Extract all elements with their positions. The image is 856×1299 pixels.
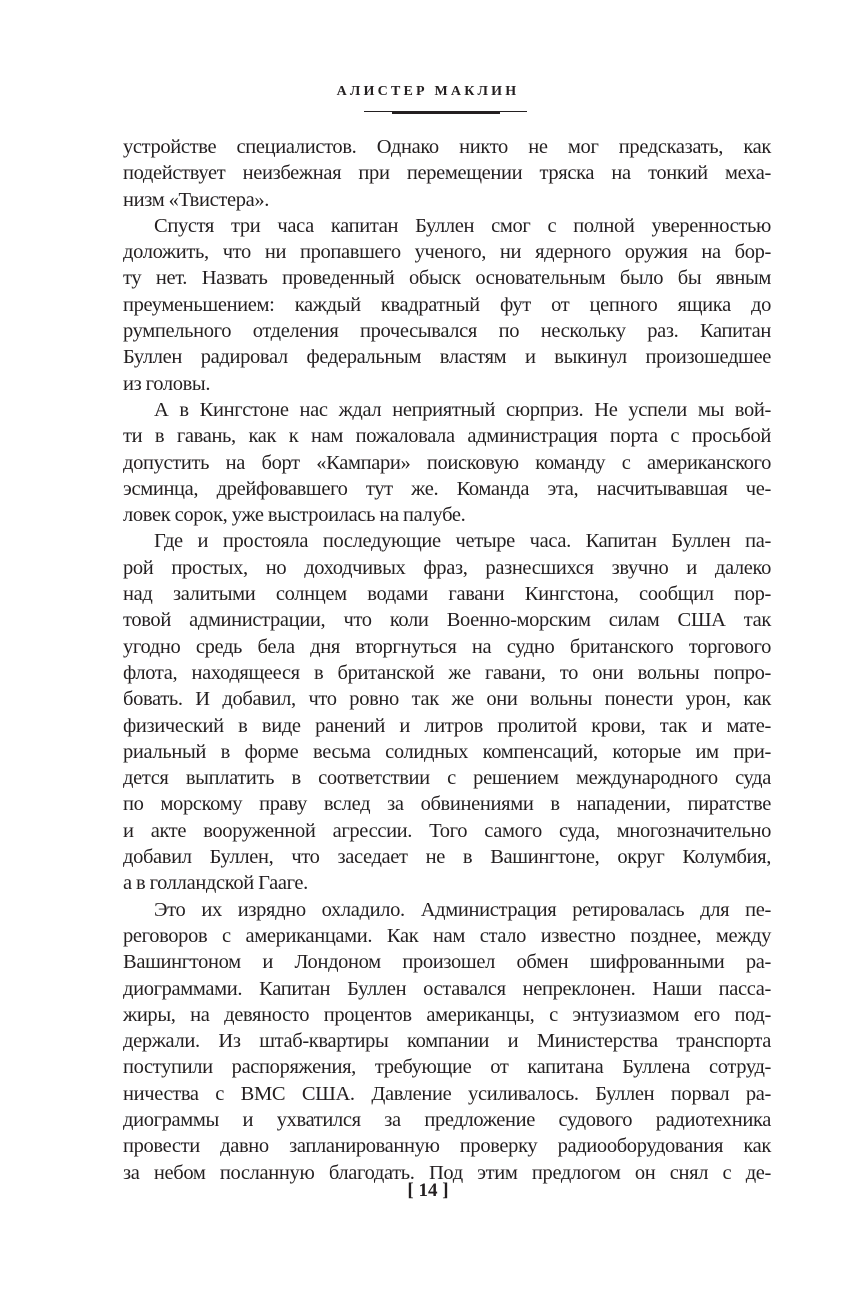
text-line: из головы. (123, 372, 211, 395)
text-line: риальный в форме весьма солидных компенсаций, которые им при- (123, 740, 771, 763)
paragraph (123, 897, 771, 1186)
text-line: угодно средь бела дня вторгнуться на судно британского торгового (123, 635, 771, 658)
text-line: Спустя три часа капитан Буллен смог с полной уверенностью (154, 214, 771, 237)
paragraph (123, 528, 771, 896)
text-line: провести давно запланированную проверку радиооборудования как (123, 1135, 771, 1158)
text-line: низм «Твистера». (123, 188, 270, 211)
text-line: физический в виде ранений и литров пролитой крови, так и мате- (123, 714, 771, 737)
text-line: жиры, на девяносто процентов американцы, с энтузиазмом его под- (123, 1003, 771, 1026)
paragraph (123, 397, 771, 528)
text-line: добавил Буллен, что заседает не в Вашингтоне, округ Колумбия, (123, 846, 771, 869)
text-line: ту нет. Назвать проведенный обыск основательным было бы явным (123, 267, 771, 290)
text-line: и акте вооруженной агрессии. Того самого суда, многозначительно (123, 819, 771, 842)
text-line: а в голландской Гааге. (123, 872, 308, 895)
text-line: рой простых, но доходчивых фраз, разнесшихся звучно и далеко (123, 556, 771, 579)
text-line: дется выплатить в соответствии с решением международного суда (123, 767, 771, 790)
text-line: румпельного отделения прочесывался по нескольку раз. Капитан (123, 320, 771, 343)
text-line: за небом посланную благодать. Под этим предлогом он снял с де- (123, 1161, 771, 1184)
text-line: флота, находящееся в британской же гавани, то они вольны попро- (123, 661, 771, 684)
body-text (123, 134, 771, 1186)
running-header: АЛИСТЕР МАКЛИН (336, 84, 520, 99)
text-line: устройстве специалистов. Однако никто не мог предсказать, как (123, 136, 771, 158)
text-line: реговоров с американцами. Как нам стало известно позднее, между (123, 924, 771, 947)
text-line: ти в гавань, как к нам пожаловала администрация порта с просьбой (123, 425, 771, 448)
text-line: допустить на борт «Кампари» поисковую команду с американского (123, 451, 771, 474)
text-line: над залитыми солнцем водами гавани Кингстона, сообщил пор- (123, 583, 771, 606)
text-line: А в Кингстоне нас ждал неприятный сюрприз. Не успели мы вой- (154, 398, 771, 421)
text-line: поступили распоряжения, требующие от капитана Буллена сотруд- (123, 1056, 771, 1079)
text-line: Вашингтоном и Лондоном произошел обмен шифрованными ра- (123, 951, 771, 974)
text-line: Это их изрядно охладило. Администрация ретировалась для пе- (154, 898, 771, 921)
text-line: Где и простояла последующие четыре часа. Капитан Буллен па- (154, 530, 771, 553)
paragraph (123, 213, 771, 397)
page-number: [ 14 ] (407, 1180, 449, 1201)
text-line: эсминца, дрейфовавшего тут же. Команда эта, насчитывавшая че- (123, 477, 771, 500)
text-line: держали. Из штаб-квартиры компании и Министерства транспорта (123, 1030, 771, 1053)
text-line: товой администрации, что коли Военно-морским силам США так (123, 609, 771, 632)
text-line: Буллен радировал федеральным властям и выкинул произошедшее (123, 346, 771, 369)
paragraph (123, 134, 771, 213)
text-line: ловек сорок, уже выстроилась на палубе. (123, 504, 466, 527)
text-line: диограммы и ухватился за предложение судового радиотехника (123, 1108, 771, 1131)
text-line: доложить, что ни пропавшего ученого, ни ядерного оружия на бор- (123, 241, 771, 264)
text-line: по морскому праву вслед за обвинениями в нападении, пиратстве (123, 793, 771, 816)
header-rule-accent (392, 111, 500, 114)
text-line: диограммами. Капитан Буллен оставался непреклонен. Наши пасса- (123, 977, 771, 1000)
text-line: преуменьшением: каждый квадратный фут от цепного ящика до (123, 293, 771, 316)
text-line: бовать. И добавил, что ровно так же они вольны понести урон, как (123, 688, 771, 711)
text-line: подействует неизбежная при перемещении тряска на тонкий меха- (123, 162, 771, 185)
text-line: ничества с ВМС США. Давление усиливалось. Буллен порвал ра- (123, 1082, 771, 1105)
